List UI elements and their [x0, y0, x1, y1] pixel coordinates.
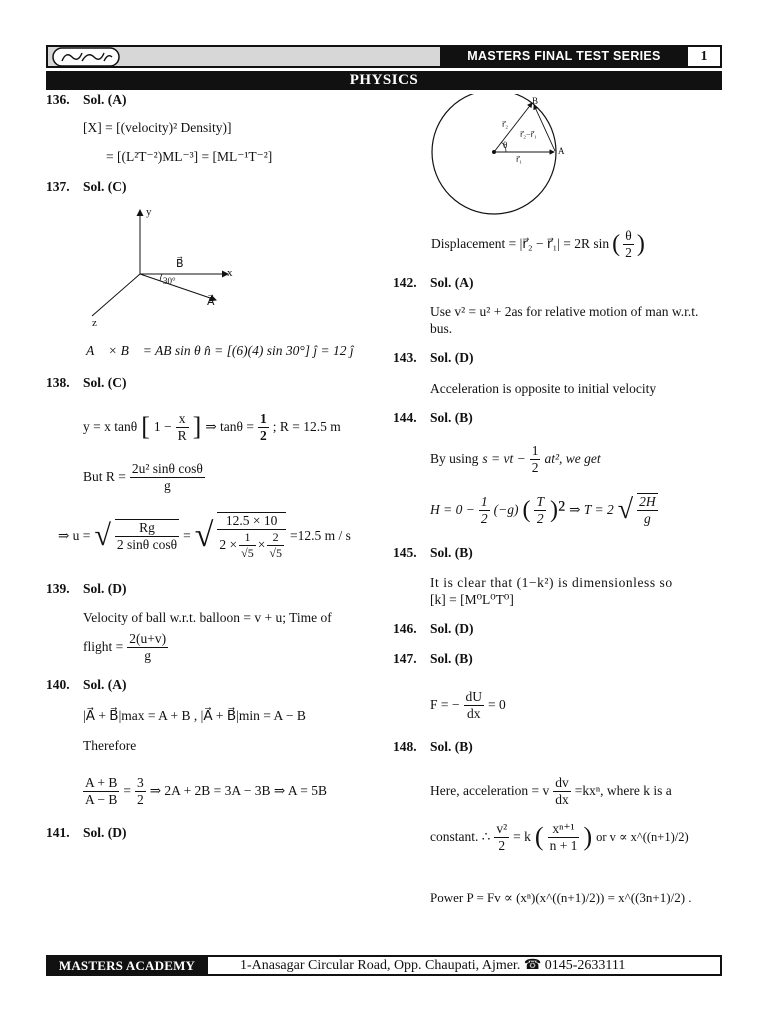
- question-number: 144.: [393, 410, 417, 425]
- denominator: 2: [498, 837, 506, 853]
- eq-part: Here, acceleration = v: [430, 783, 550, 798]
- solution-line: Velocity of ball w.r.t. balloon = v + u; Time of: [83, 610, 332, 625]
- denominator: dx: [555, 791, 569, 807]
- question-number: 139.: [46, 581, 70, 596]
- fraction: [127, 631, 168, 664]
- numerator: 1: [239, 530, 256, 546]
- eq-part: ; R = 12.5 m: [272, 419, 341, 434]
- numerator: θ: [623, 228, 634, 245]
- series-title: MASTERS FINAL TEST SERIES: [440, 45, 688, 68]
- numerator: T: [536, 493, 544, 509]
- vector-label-r1: r⃗₁: [516, 155, 523, 164]
- numerator: xⁿ⁺¹: [548, 821, 580, 838]
- subject-title: PHYSICS: [46, 71, 722, 90]
- denominator: √5: [269, 545, 282, 560]
- academy-address: 1-Anasagar Circular Road, Opp. Chaupati, Ajmer. ☎ 0145-2633111: [240, 958, 626, 973]
- academy-name: MASTERS ACADEMY: [46, 955, 208, 976]
- denominator: 2: [480, 510, 488, 526]
- bracket-close: ]: [192, 412, 202, 441]
- solution-label: Sol. (D): [430, 621, 474, 636]
- question-number: 145.: [393, 545, 417, 560]
- bracket-open: [: [141, 412, 150, 441]
- denominator: 2: [625, 244, 632, 260]
- fraction: [464, 689, 485, 722]
- eq-part: (−g): [493, 502, 519, 517]
- solution-line: = [(L²T⁻²)ML⁻³] = [ML⁻¹T⁻²]: [106, 149, 273, 164]
- trajectory-equation: [83, 405, 341, 449]
- numerator: 2H: [639, 494, 656, 509]
- question-number: 143.: [393, 350, 417, 365]
- solution-label: Sol. (B): [430, 410, 473, 425]
- fraction: [534, 494, 546, 527]
- numerator: dv: [555, 774, 569, 790]
- denominator: √5: [241, 545, 254, 560]
- paren-close: ): [636, 230, 645, 257]
- fraction: [130, 461, 205, 494]
- vector-label-b: B⃗: [176, 258, 184, 270]
- solution-label: Sol. (A): [430, 275, 474, 290]
- axis-label-x: x: [227, 267, 233, 279]
- point-label-b: B: [532, 96, 539, 106]
- solution-label: Sol. (D): [430, 350, 474, 365]
- page-number: 1: [686, 45, 722, 68]
- fraction: [553, 775, 571, 808]
- denominator: g: [643, 511, 651, 526]
- fraction: [623, 228, 634, 261]
- numerator: dU: [465, 688, 482, 704]
- vector-label-r2: r⃗₂: [502, 120, 509, 129]
- solution-label: Sol. (A): [83, 677, 127, 692]
- solution-label: Sol. (C): [83, 179, 127, 194]
- eq-part: ⇒ T = 2: [569, 502, 614, 517]
- denominator: 2 sinθ cosθ: [116, 537, 178, 552]
- eq-part: ⇒ 2A + 2B = 3A − 3B ⇒ A = 5B: [149, 783, 327, 798]
- vector-label-diff: r⃗₂−r⃗₁: [520, 130, 537, 139]
- range-equation: [83, 457, 205, 497]
- eq-part: ⇒ u =: [58, 528, 91, 543]
- solution-line: Acceleration is opposite to initial velocity: [430, 381, 657, 396]
- denominator: [217, 530, 286, 561]
- question-number: 136.: [46, 92, 70, 107]
- eq-part: = 0: [488, 697, 506, 712]
- paren-open: (: [612, 230, 621, 257]
- paren-close: )²: [549, 496, 566, 523]
- acceleration-equation: [430, 771, 672, 811]
- eq-part: = k: [513, 829, 531, 844]
- angle-label: 30°: [163, 276, 176, 286]
- denominator: g: [144, 647, 152, 663]
- fraction: [267, 530, 284, 561]
- solution-label: Sol. (D): [83, 825, 127, 840]
- numerator: 1: [480, 493, 488, 509]
- numerator: 2(u+v): [129, 630, 167, 646]
- numerator: 1: [531, 442, 539, 458]
- displacement-formula: [430, 440, 601, 478]
- footer-bar: [46, 955, 722, 976]
- eq-part: ⇒ tanθ =: [205, 419, 254, 434]
- flight-time-equation: [83, 627, 168, 667]
- axis-label-z: z: [92, 317, 97, 329]
- question-number: 137.: [46, 179, 70, 194]
- axis-label-y: y: [146, 206, 152, 218]
- solution-label: Sol. (A): [83, 92, 127, 107]
- denominator: dx: [467, 705, 481, 721]
- solution-line: It is clear that (1−k²) is dimensionless so: [430, 575, 673, 590]
- fraction: [637, 493, 658, 527]
- solution-label: Sol. (B): [430, 545, 473, 560]
- velocity-equation: [58, 506, 351, 566]
- numerator: Rg: [115, 520, 179, 537]
- eq-part: =kxⁿ, where k is a: [574, 783, 672, 798]
- fraction: [217, 512, 286, 561]
- numerator: v²: [496, 820, 508, 836]
- fraction: [83, 775, 119, 808]
- solution-line: Use v² = u² + 2as for relative motion of man w.r.t.: [430, 304, 699, 319]
- fraction: [115, 519, 179, 553]
- denominator: n + 1: [549, 837, 578, 853]
- denominator: 2: [259, 427, 267, 443]
- question-number: 146.: [393, 621, 417, 636]
- denominator: A − B: [85, 791, 118, 807]
- eq-part: By using: [430, 451, 479, 466]
- sqrt-sign: √: [94, 519, 111, 552]
- denominator: g: [163, 477, 171, 493]
- solution-label: Sol. (B): [430, 739, 473, 754]
- fraction: [479, 494, 490, 527]
- force-equation: [430, 686, 506, 724]
- eq-part: y = x tanθ: [83, 419, 138, 434]
- paren-open: (: [522, 496, 531, 523]
- eq-part: or v ∝ x^((n+1)/2): [596, 830, 689, 844]
- solution-line: [k] = [M⁰L⁰T⁰]: [430, 592, 514, 607]
- question-number: 141.: [46, 825, 70, 840]
- question-number: 147.: [393, 651, 417, 666]
- fraction: [548, 821, 580, 854]
- solution-label: Sol. (D): [83, 581, 127, 596]
- paren-close: ): [583, 822, 593, 851]
- fraction: [494, 821, 509, 854]
- eq-part: 2 ×: [219, 537, 238, 552]
- eq-part: ×: [257, 537, 266, 552]
- displacement-equation: [431, 225, 645, 263]
- velocity-proportion-equation: [430, 814, 689, 860]
- fraction: [135, 775, 146, 808]
- question-number: 142.: [393, 275, 417, 290]
- eq-part: Displacement = |r⃗₂ − r⃗₁| = 2R sin: [431, 236, 610, 251]
- solution-line: |A⃗ + B⃗|max = A + B , |A⃗ + B⃗|min = A − B: [83, 708, 306, 723]
- ratio-equation: [83, 771, 327, 811]
- angle-label-theta: θ: [503, 140, 508, 150]
- eq-part: at², we get: [544, 451, 601, 466]
- fraction: [239, 530, 256, 561]
- header-bar: [46, 45, 722, 68]
- fraction: [176, 411, 189, 444]
- eq-part: =: [123, 783, 131, 798]
- power-equation: Power P = Fv ∝ (xⁿ)(x^((n+1)/2)) = x^((3n+1)/2) .: [430, 890, 692, 905]
- sqrt-sign: √: [194, 517, 214, 554]
- sqrt-sign: √: [617, 494, 634, 525]
- solution-label: Sol. (B): [430, 651, 473, 666]
- denominator: R: [177, 427, 187, 443]
- vector-axes-diagram: [80, 204, 250, 330]
- eq-part: s = vt −: [482, 451, 526, 466]
- eq-part: H = 0 −: [430, 502, 475, 517]
- solution-line: bus.: [430, 321, 453, 336]
- eq-part: 1 −: [153, 419, 172, 434]
- eq-part: =12.5 m / s: [289, 528, 351, 543]
- numerator: 12.5 × 10: [217, 513, 286, 530]
- eq-part: F = −: [430, 697, 460, 712]
- paren-open: (: [534, 822, 544, 851]
- eq-part: flight =: [83, 639, 124, 654]
- fraction: [258, 411, 269, 444]
- height-time-equation: [430, 488, 658, 532]
- eq-part: constant. ∴: [430, 829, 491, 844]
- solution-line: Therefore: [83, 738, 137, 753]
- solution-line: [X] = [(velocity)² Density)]: [83, 120, 232, 135]
- vector-label-a: A⃗: [207, 296, 215, 308]
- cross-product-equation: A⃗ × B⃗ = AB sin θ n̂ = [(6)(4) sin 30°] ĵ = 12 ĵ: [86, 343, 354, 358]
- question-number: 148.: [393, 739, 417, 754]
- question-number: 138.: [46, 375, 70, 390]
- fraction: [530, 443, 541, 476]
- academy-logo: [52, 47, 120, 67]
- circle-displacement-diagram: [428, 94, 558, 216]
- numerator: 2: [267, 530, 284, 546]
- eq-part: =: [183, 528, 191, 543]
- numerator: 1: [259, 410, 267, 426]
- numerator: 2u² sinθ cosθ: [131, 460, 203, 476]
- denominator: 2: [536, 510, 544, 526]
- numerator: x: [176, 411, 189, 428]
- eq-part: But R =: [83, 469, 126, 484]
- solution-label: Sol. (C): [83, 375, 127, 390]
- denominator: 2: [531, 459, 539, 475]
- numerator: 3: [137, 774, 144, 790]
- numerator: A + B: [85, 774, 118, 790]
- point-label-a: A: [558, 146, 565, 156]
- question-number: 140.: [46, 677, 70, 692]
- denominator: 2: [137, 791, 144, 807]
